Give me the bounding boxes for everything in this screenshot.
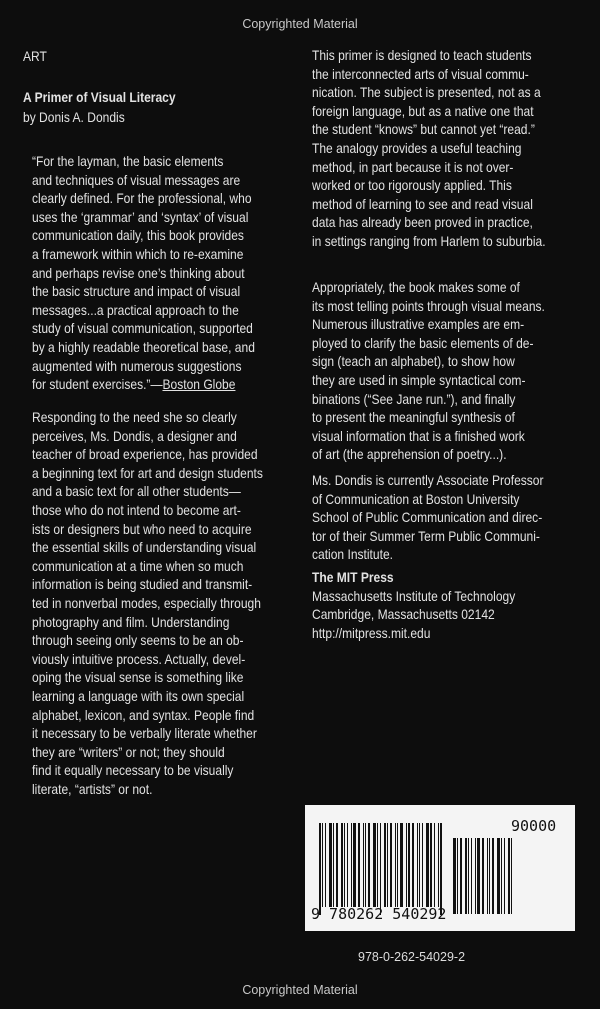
text-line: cation Institute. [312,546,393,563]
author-bio [312,471,544,564]
barcode-bar [363,823,364,907]
text-line: ted in nonverbal modes, especially through [32,594,261,611]
text-line: visual information that is a finished work [312,427,525,444]
text-line: communication daily, this book provides [32,227,244,244]
text-line: literate, “artists” or not. [32,780,153,797]
text-line: http://mitpress.mit.edu [312,624,431,641]
barcode-bar [322,823,323,907]
text-line: perceives, Ms. Dondis, a designer and [32,427,237,444]
text-line: in settings ranging from Harlem to suburbia. [312,232,546,249]
text-line: binations (“See Jane run.”), and finally [312,390,516,407]
barcode-bar [440,823,442,915]
publisher-address [312,587,515,643]
text-line: of Communication at Boston University [312,490,520,507]
publisher-block [312,568,515,642]
text-line: the basic structure and impact of visual [32,283,241,300]
text-line: sign (teach an alphabet), to show how [312,353,515,370]
barcode-addon-bar [457,838,458,914]
barcode-addon-bar [497,838,500,914]
barcode-addon-bar [460,838,462,914]
text-line: photography and film. Understanding [32,613,230,630]
text-line: ployed to clarify the basic elements of de- [312,334,534,351]
barcode-digits: 9 780262 540292 [311,905,447,923]
barcode-bar [358,823,360,907]
quote-text: for student exercises.”— [32,376,163,393]
barcode-addon-digits: 90000 [511,817,557,835]
barcode-bar [397,823,398,907]
barcode-bar [341,823,343,907]
book-title: A Primer of Visual Literacy [23,89,176,105]
barcode-addon-bar [453,838,456,914]
text-line: tor of their Summer Term Public Communi- [312,527,540,544]
text-line: the essential skills of understanding visual [32,539,257,556]
barcode-bar [400,823,403,907]
barcode-bar [344,823,345,907]
barcode-bar [438,823,439,907]
barcode-bar [430,823,432,907]
text-line: method of learning to see and read visual [312,195,533,212]
text-line: by a highly readable theoretical base, and [32,338,255,355]
text-line: teacher of broad experience, has provided [32,446,258,463]
review-quote [32,152,255,394]
barcode-bar [319,823,321,915]
description-paragraph [32,408,263,798]
text-line: those who do not intend to become art- [32,501,241,518]
barcode-bar [384,823,386,907]
barcode-addon-bar [475,838,476,914]
text-line: information is being studied and transmit- [32,576,253,593]
category-label: ART [23,48,47,64]
text-line: they are used in simple syntactical com- [312,371,526,388]
text-line: its most telling points through visual means. [312,297,545,314]
barcode-bar [412,823,414,907]
barcode [305,805,575,931]
text-line: a framework within which to re-examine [32,245,244,262]
text-line: This primer is designed to teach students [312,47,532,63]
barcode-bar [387,823,388,907]
text-line: School of Public Communication and direc- [312,509,543,526]
quote-source: Boston Globe [162,376,236,393]
barcode-addon-bar [492,838,494,914]
barcode-bar [419,823,420,907]
text-line: viously intuitive process. Actually, devel- [32,650,246,667]
text-line: The analogy provides a useful teaching [312,139,522,156]
text-line: Appropriately, the book makes some of [312,279,520,295]
text-line: oping the visual sense is something like [32,669,244,686]
text-line: method, in part because it is not over- [312,158,514,175]
barcode-bar [336,823,338,907]
text-line: augmented with numerous suggestions [32,357,242,374]
barcode-bar [333,823,334,907]
text-line: they are “writers” or not; they should [32,743,225,760]
isbn: 978-0-262-54029-2 [358,950,466,964]
text-line: and a basic text for all other students— [32,483,241,500]
right-paragraph-1 [312,46,546,251]
barcode-bar [417,823,418,907]
barcode-addon-bar [504,838,505,914]
barcode-bar [434,823,435,907]
text-line: to present the meaningful synthesis of [312,409,515,426]
text-line: messages...a practical approach to the [32,301,239,318]
barcode-addon-bar [482,838,484,914]
barcode-addon-bar [508,838,510,914]
text-line: nication. The subject is presented, not as a [312,84,541,101]
text-line: worked or too rigorously applied. This [312,177,512,194]
barcode-bar [406,823,407,907]
text-line: Massachusetts Institute of Technology [312,587,516,604]
text-line: “For the layman, the basic elements [32,153,224,169]
text-line: of art (the apprehension of poetry...). [312,446,507,463]
quote-last-line [32,375,255,394]
barcode-bar [377,823,378,907]
right-paragraph-2 [312,278,545,464]
barcode-bar [351,823,352,907]
text-line: and perhaps revise one’s thinking about [32,264,245,281]
barcode-addon-bar [501,838,502,914]
text-line: a beginning text for art and design students [32,464,263,481]
barcode-bar [325,823,326,907]
text-line: it necessary to be verbally literate whether [32,725,257,742]
barcode-bar [390,823,392,907]
barcode-addon-bar [487,838,488,914]
copyright-watermark: Copyrighted Material [242,17,358,31]
text-line: study of visual communication, supported [32,320,253,337]
text-line: through seeing only seems to be an ob- [32,632,244,649]
text-line: find it equally necessary to be visually [32,762,234,779]
barcode-bar [365,823,366,907]
text-line: Responding to the need she so clearly [32,409,237,425]
text-line: uses the ‘grammar’ and ‘syntax’ of visual [32,208,249,225]
barcode-bar [353,823,356,907]
barcode-addon-bar [471,838,472,914]
barcode-bar [380,823,381,915]
text-line: learning a language with its own special [32,687,245,704]
text-line: data has already been proved in practice, [312,214,533,231]
text-line: ists or designers but who need to acquire [32,520,252,537]
book-author: by Donis A. Dondis [23,109,125,125]
barcode-addon-bar [465,838,467,914]
text-line: foreign language, but as a native one that [312,102,534,119]
copyright-watermark-bottom: Copyrighted Material [242,983,358,997]
barcode-addon-bar [468,838,469,914]
barcode-bar [395,823,396,907]
barcode-bar [329,823,332,907]
text-line: Cambridge, Massachusetts 02142 [312,606,495,623]
text-line: alphabet, lexicon, and syntax. People find [32,706,255,723]
barcode-bar [408,823,410,907]
text-line: Numerous illustrative examples are em- [312,316,525,333]
text-line: the interconnected arts of visual commu- [312,65,529,82]
barcode-addon-bar [489,838,490,914]
barcode-bar [422,823,423,907]
publisher-name: The MIT Press [312,569,394,585]
barcode-bar [426,823,429,907]
text-line: communication at a time when so much [32,557,244,574]
barcode-addon-bar [477,838,480,914]
text-line: clearly defined. For the professional, who [32,190,252,207]
barcode-addon-bar [511,838,512,914]
text-line: and techniques of visual messages are [32,171,241,188]
barcode-bar [347,823,348,907]
barcode-bar [368,823,370,907]
barcode-bar [373,823,376,907]
text-line: Ms. Dondis is currently Associate Professor [312,472,544,488]
text-line: the student “knows” but cannot yet “read.” [312,121,535,138]
